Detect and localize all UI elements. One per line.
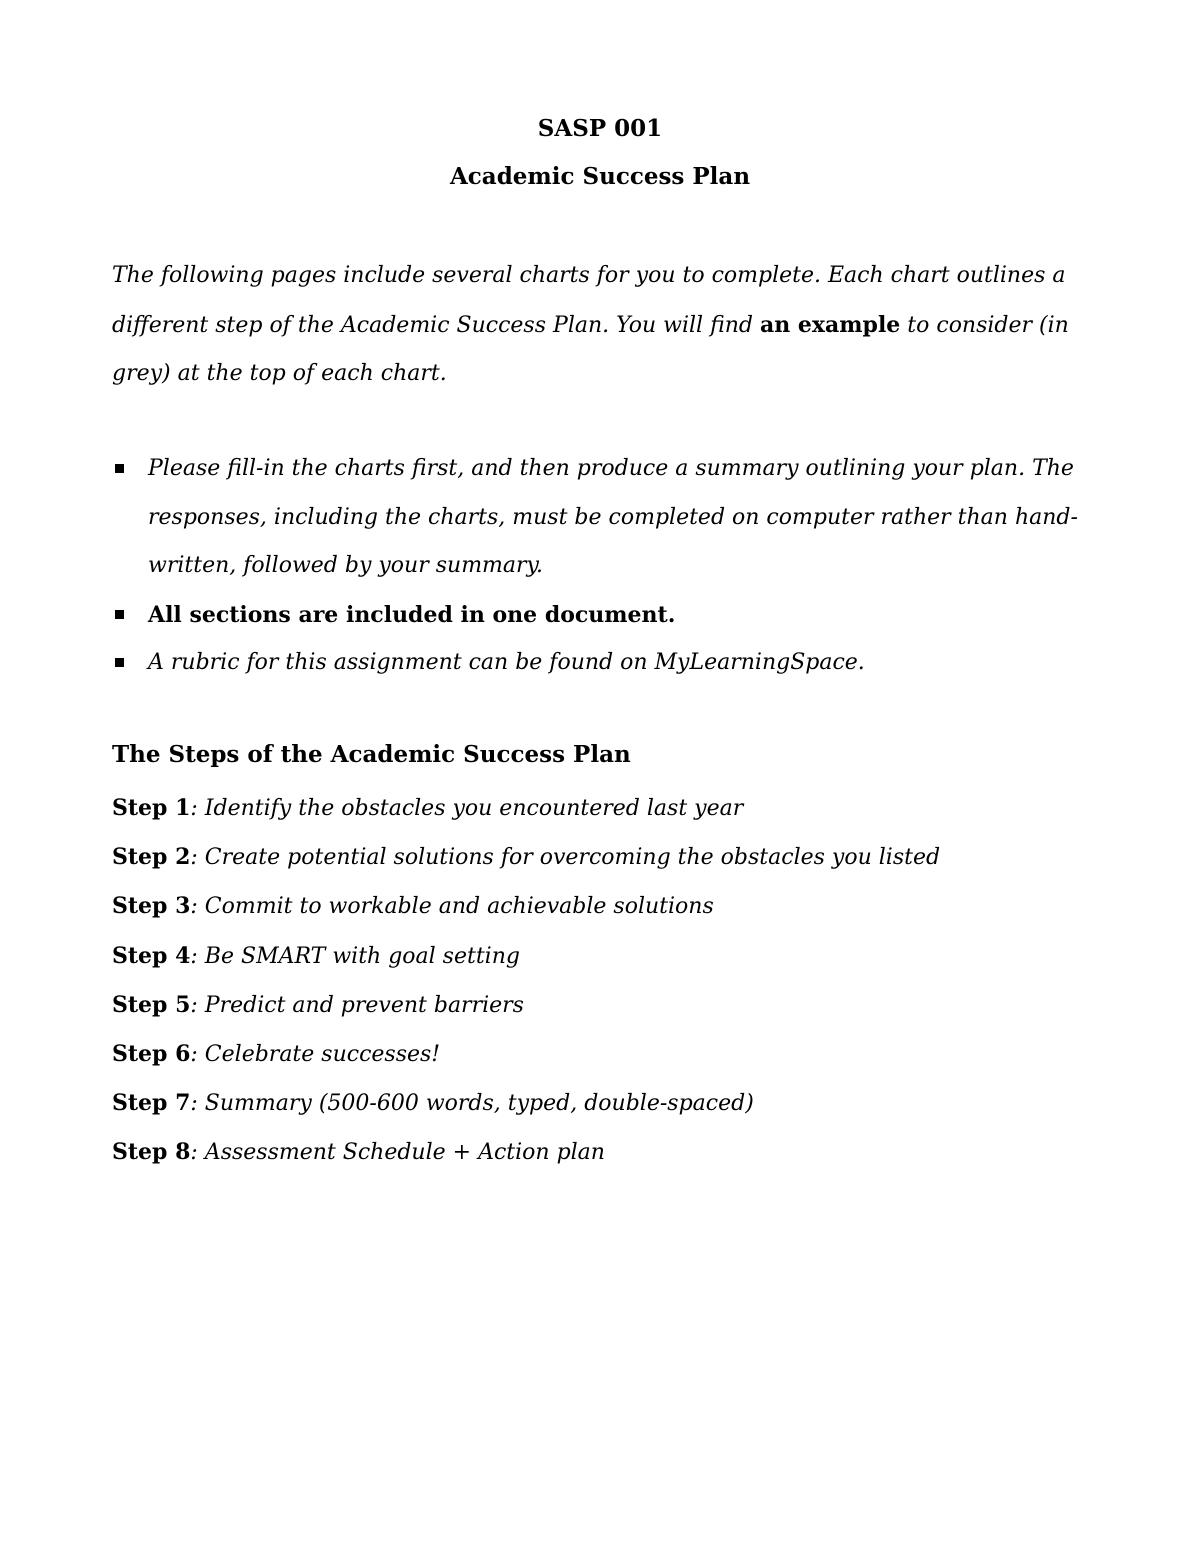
step-text: : Be SMART with goal setting xyxy=(190,943,520,969)
document-title: Academic Success Plan xyxy=(449,163,751,190)
steps-heading: The Steps of the Academic Success Plan xyxy=(112,741,631,768)
step-label: Step 3 xyxy=(112,893,191,920)
instructions-list xyxy=(112,445,1092,688)
step-label: Step 4 xyxy=(112,942,191,969)
step-label: Step 5 xyxy=(112,991,191,1018)
square-bullet-icon xyxy=(115,658,124,667)
intro-paragraph xyxy=(112,252,1092,399)
step-item xyxy=(112,1079,1092,1128)
step-label: Step 7 xyxy=(112,1090,191,1117)
step-text: : Celebrate successes! xyxy=(190,1042,441,1068)
list-item-text: A rubric for this assignment can be found on MyLearningSpace. xyxy=(148,650,865,675)
list-item-text: Please fill-in the charts first, and then produce a summary outlining your plan. The responses, including the charts, must be completed on computer rather than hand-written, followed by your summary. xyxy=(148,456,1078,578)
list-item xyxy=(112,591,1092,640)
course-code: SASP 001 xyxy=(537,115,663,142)
list-item-text: All sections are included in one document. xyxy=(148,601,676,628)
list-item xyxy=(112,445,1092,591)
step-label: Step 1 xyxy=(112,795,191,821)
steps-list xyxy=(112,784,1092,1178)
step-text: : Commit to workable and achievable solutions xyxy=(190,894,714,920)
step-item xyxy=(112,882,1092,931)
step-item xyxy=(112,1030,1092,1079)
step-text: : Summary (500-600 words, typed, double-spaced) xyxy=(190,1091,754,1117)
list-item xyxy=(112,639,1092,688)
step-item xyxy=(112,1128,1092,1177)
step-label: Step 8 xyxy=(112,1139,191,1166)
intro-text-part1: The following pages include several charts for you to complete. Each chart outlines a different step of the Academic Success Plan. You will find xyxy=(112,263,1066,338)
square-bullet-icon xyxy=(115,464,124,473)
square-bullet-icon xyxy=(115,610,124,619)
step-label: Step 6 xyxy=(112,1041,191,1068)
intro-text-part2: to consider (in grey) at the top of each chart. xyxy=(112,312,1069,386)
step-text: : Identify the obstacles you encountered last year xyxy=(190,796,744,821)
step-item xyxy=(112,784,1092,833)
step-text: : Assessment Schedule + Action plan xyxy=(190,1140,605,1166)
step-item xyxy=(112,833,1092,882)
step-label: Step 2 xyxy=(112,844,191,871)
step-text: : Predict and prevent barriers xyxy=(190,992,524,1018)
step-text: : Create potential solutions for overcoming the obstacles you listed xyxy=(190,845,941,871)
step-item xyxy=(112,981,1092,1030)
intro-bold-text: an example xyxy=(760,311,901,338)
step-item xyxy=(112,932,1092,981)
